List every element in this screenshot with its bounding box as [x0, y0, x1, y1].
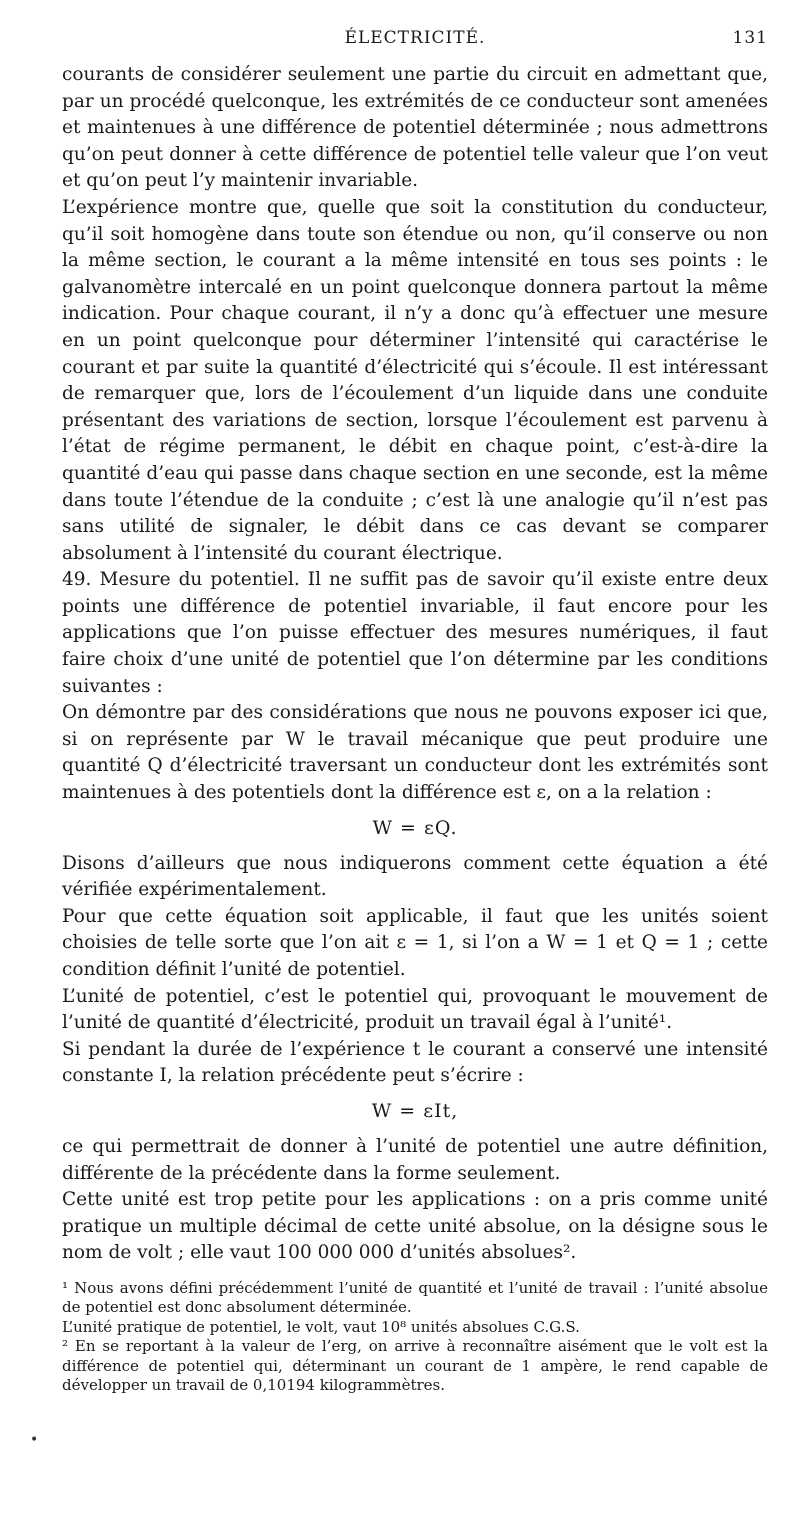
- paragraph-1: courants de considérer seulement une partie du circuit en admettant que, par un procédé quelconque, les extrémités de ce conducteur sont amenées et maintenues à une différence de potentiel déterminée ; nous admettrons qu’on peut donner à cette différence de potentiel telle valeur que l’on veut et qu’on peut l’y maintenir invariable.: [62, 64, 768, 192]
- footnote-1-continued: L’unité pratique de potentiel, le volt, vaut 10⁸ unités absolues C.G.S.: [62, 1317, 580, 1336]
- paragraph-4: On démontre par des considérations que nous ne pouvons exposer ici que, si on représente par W le travail mécanique que peut produire une quantité Q d’électricité traversant un conducteur dont les extrémités sont maintenues à des potentiels dont la différence est ε, on a la relation :: [62, 702, 768, 804]
- paragraph-6: Pour que cette équation soit applicable, il faut que les unités soient choisies de telle sorte que l’on ait ε = 1, si l’on a W = 1 et Q = 1 ; cette condition définit l’unité de potentiel.: [62, 905, 768, 980]
- paragraph-8: Si pendant la durée de l’expérience t le courant a conservé une intensité constante I, la relation précédente peut s’écrire :: [62, 1038, 768, 1087]
- equation-work-charge: W = εQ.: [372, 816, 458, 839]
- margin-dot: •: [30, 1432, 39, 1448]
- footnote-1: ¹ Nous avons défini précédemment l’unité de quantité et l’unité de travail : l’unité absolue de potentiel est donc absolument déterminée.: [62, 1278, 768, 1317]
- running-header: [62, 28, 768, 62]
- equation-work-current: W = εIt,: [371, 1099, 459, 1122]
- page: [62, 28, 768, 1396]
- paragraph-2: L’expérience montre que, quelle que soit la constitution du conducteur, qu’il soit homogène dans toute son étendue ou non, qu’il conserve ou non la même section, le courant a la même intensité en tous ses points : le galvanomètre intercalé en un point quelconque donnera partout la même indication. Pour chaque courant, il n’y a donc qu’à effectuer une mesure en un point quelconque pour déterminer l’intensité qui caractérise le courant et par suite la quantité d’électricité qui s’écoule. Il est intéressant de remarquer que, lors de l’écoulement d’un liquide dans une conduite présentant des variations de section, lorsque l’écoulement est parvenu à l’état de régime permanent, le débit en chaque point, c’est-à-dire la quantité d’eau qui passe dans chaque section en une seconde, est la même dans toute l’étendue de la conduite ; c’est là une analogie qu’il n’est pas sans utilité de signaler, le débit dans ce cas devant se comparer absolument à l’intensité du courant électrique.: [62, 196, 768, 564]
- paragraph-9: ce qui permettrait de donner à l’unité de potentiel une autre définition, différente de la précédente dans la forme seulement.: [62, 1135, 768, 1184]
- paragraph-7: L’unité de potentiel, c’est le potentiel qui, provoquant le mouvement de l’unité de quantité d’électricité, produit un travail égal à l’unité¹.: [62, 985, 768, 1034]
- running-title: ÉLECTRICITÉ.: [344, 28, 486, 48]
- body-text: [62, 62, 768, 1267]
- paragraph-5: Disons d’ailleurs que nous indiquerons comment cette équation a été vérifiée expérimentalement.: [62, 852, 768, 901]
- paragraph-10: Cette unité est trop petite pour les applications : on a pris comme unité pratique un multiple décimal de cette unité absolue, on la désigne sous le nom de volt ; elle vaut 100 000 000 d’unités absolues².: [62, 1189, 768, 1264]
- footnotes: [62, 1279, 768, 1396]
- footnote-2: ² En se reportant à la valeur de l’erg, on arrive à reconnaître aisément que le volt est la différence de potentiel qui, déterminant un courant de 1 ampère, le rend capable de développer un travail de 0,10194 kilogrammètres.: [62, 1337, 768, 1395]
- paragraph-section-49: 49. Mesure du potentiel. Il ne suffit pas de savoir qu’il existe entre deux points une différence de potentiel invariable, il faut encore pour les applications que l’on puisse effectuer des mesures numériques, il faut faire choix d’une unité de potentiel que l’on détermine par les conditions suivantes :: [62, 569, 768, 697]
- page-number: 131: [732, 28, 768, 48]
